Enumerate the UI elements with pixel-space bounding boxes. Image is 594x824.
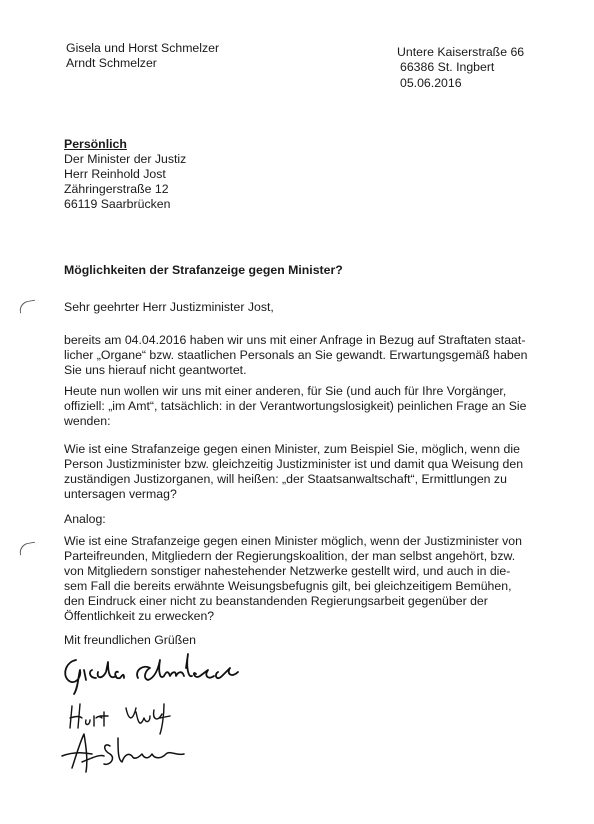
subject-line: Möglichkeiten der Strafanzeige gegen Minister? <box>64 263 343 277</box>
analog-label: Analog: <box>64 512 106 526</box>
paragraph-line: Öffentlichkeit zu erwecken? <box>64 609 215 623</box>
paragraph-line: licher „Organe“ bzw. staatlichen Personals an Sie gewandt. Erwartungsgemäß haben <box>64 348 528 362</box>
paragraph-line: bereits am 04.04.2016 haben wir uns mit einer Anfrage in Bezug auf Straftaten staat- <box>64 333 526 347</box>
sender-names-line1: Gisela und Horst Schmelzer <box>66 41 220 55</box>
recipient-line4: 66119 Saarbrücken <box>64 197 171 211</box>
paragraph-3 <box>64 442 523 502</box>
recipient-marker: Persönlich <box>64 137 127 151</box>
letter-date: 05.06.2016 <box>400 76 462 90</box>
paragraph-line: untersagen vermag? <box>64 487 177 501</box>
sender-names-line2: Arndt Schmelzer <box>66 56 157 70</box>
sender-city: 66386 St. Ingbert <box>400 60 495 74</box>
recipient-line2: Herr Reinhold Jost <box>64 167 166 181</box>
paragraph-line: den Eindruck einer nicht zu beanstandenden Regierungsarbeit gegenüber der <box>64 594 488 608</box>
paragraph-line: zuständigen Justizorganen, will heißen: „der Staatsanwaltschaft“, Ermittlungen zu <box>64 472 507 486</box>
paragraph-4 <box>64 534 522 624</box>
paragraph-line: Parteifreunden, Mitgliedern der Regierungskoalition, der man selbst angehört, bzw. <box>64 549 516 563</box>
signature-gisela <box>58 648 248 698</box>
recipient-line3: Zähringerstraße 12 <box>64 182 169 196</box>
paragraph-line: von Mitgliedern sonstiger nahestehender Netzwerke gestellt wird, und auch in die- <box>64 564 511 578</box>
salutation: Sehr geehrter Herr Justizminister Jost, <box>64 300 274 314</box>
paragraph-2 <box>64 384 527 429</box>
sender-street: Untere Kaiserstraße 66 <box>397 45 525 59</box>
recipient-line1: Der Minister der Justiz <box>64 152 187 166</box>
punch-mark-bottom <box>18 542 37 556</box>
paragraph-line: sem Fall die bereits erwähnte Weisungsbefugnis gilt, bei gleichzeitigem Bemühen, <box>64 579 512 593</box>
paragraph-line: Wie ist eine Strafanzeige gegen einen Minister möglich, wenn der Justizminister von <box>64 534 522 548</box>
paragraph-line: wenden: <box>64 414 111 428</box>
paragraph-line: offiziell: „im Amt“, tatsächlich: in der Verantwortungslosigkeit) peinlichen Frage an Sie <box>64 399 527 413</box>
paragraph-line: Sie uns hierauf nicht geantwortet. <box>64 363 247 377</box>
punch-mark-top <box>18 300 37 314</box>
paragraph-line: Heute nun wollen wir uns mit einer anderen, für Sie (und auch für Ihre Vorgänger, <box>64 384 507 398</box>
closing: Mit freundlichen Grüßen <box>64 633 196 647</box>
signature-arndt <box>52 728 202 778</box>
paragraph-1 <box>64 333 527 378</box>
paragraph-line: Wie ist eine Strafanzeige gegen einen Minister, zum Beispiel Sie, möglich, wenn die <box>64 442 520 456</box>
paragraph-line: Person Justizminister bzw. gleichzeitig Justizminister ist und damit qua Weisung den <box>64 457 524 471</box>
